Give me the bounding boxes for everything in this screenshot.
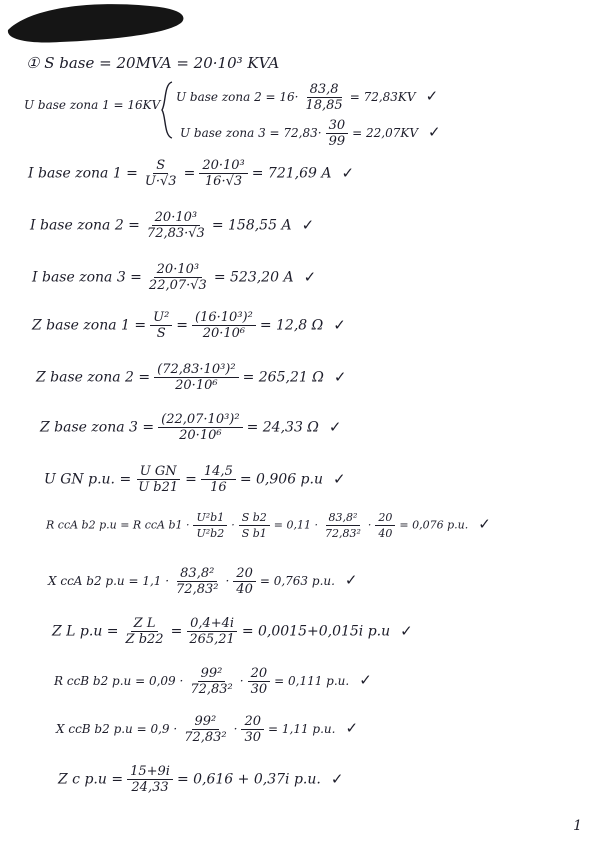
- i1-fraction: [142, 158, 180, 189]
- rcca-result: = 0,076 p.u.: [399, 518, 469, 532]
- rcca-v-num: 83,8²: [326, 510, 361, 526]
- zc-den: 24,33: [131, 780, 169, 795]
- check-mark: ✓: [345, 719, 359, 737]
- i2-num: 20·10³: [152, 210, 200, 226]
- xcca-fraction-2: [233, 566, 256, 597]
- i3-num: 20·10³: [154, 262, 202, 278]
- ugn-fraction: [135, 464, 181, 495]
- z1-fraction-2: [192, 310, 256, 341]
- zc-result: = 0,616 + 0,37i p.u.: [176, 771, 321, 788]
- i2-fraction: [144, 210, 208, 241]
- z3-den: 20·10⁶: [179, 428, 222, 443]
- z1-label: Z base zona 1 =: [32, 317, 147, 334]
- z1-num-2: (16·10³)²: [192, 310, 256, 326]
- check-mark: ✓: [333, 315, 346, 334]
- i1-num: S: [153, 158, 168, 174]
- check-mark: ✓: [303, 267, 317, 286]
- z1-num: U²: [150, 310, 172, 326]
- z2-num: (72,83·10³)²: [154, 362, 238, 378]
- ugn-den-2: 16: [210, 480, 227, 495]
- z3-num: (22,07·10³)²: [158, 412, 242, 428]
- zl-den-2: 265,21: [189, 632, 235, 647]
- check-mark: ✓: [301, 215, 315, 234]
- rccb-den: 72,83²: [190, 682, 233, 697]
- z2-fraction: [154, 362, 238, 393]
- ugn-result: = 0,906 p.u: [239, 471, 323, 488]
- i2-label: I base zona 2 =: [30, 217, 140, 234]
- z3-fraction: [158, 412, 242, 443]
- check-mark: ✓: [341, 163, 355, 182]
- line-u-base-2: [176, 82, 438, 113]
- rcca-u-num: U²b1: [193, 510, 227, 526]
- i1-result: = 721,69 A: [251, 165, 332, 182]
- rccb-num: 99²: [198, 666, 226, 682]
- i2-result: = 158,55 A: [211, 217, 292, 234]
- ugn-num-2: 14,5: [201, 464, 236, 480]
- rcca-s-den: S b1: [241, 527, 267, 540]
- xcca-label: X ccA b2 p.u = 1,1 ·: [48, 574, 170, 588]
- xccb-num-2: 20: [241, 714, 264, 730]
- xccb-label: X ccB b2 p.u = 0,9 ·: [56, 722, 178, 736]
- xcca-fraction: [173, 566, 221, 597]
- line-z-base-3: [40, 412, 342, 443]
- u2-den: 18,85: [305, 98, 343, 113]
- line-i-base-1: I base zona 1 = $\frac{S}{U\cdot√3}$ = $\frac{\text{20·10³}}{16\cdot√3}$ = 721,69 A ✓: [28, 158, 355, 189]
- rccb-fraction-2: [248, 666, 271, 697]
- i3-result: = 523,20 A: [213, 269, 294, 286]
- zl-num-2: 0,4+4i: [187, 616, 237, 632]
- ugn-fraction-2: [201, 464, 236, 495]
- i1-fraction-2: [199, 158, 247, 189]
- zl-result: = 0,0015+0,015i p.u: [241, 623, 391, 640]
- xccb-result: = 1,11 p.u.: [268, 722, 336, 736]
- line-z-base-1: Z base zona 1 = $\frac{\text{U²}}{S}$ = $\frac{\text{(16·10³)²}}{\text{20·10⁶}}$ = 12,8 Ω ✓: [32, 310, 346, 341]
- rccb-den-2: 30: [250, 682, 268, 697]
- xccb-den: 72,83²: [184, 730, 227, 745]
- rcca-p-num: 20: [375, 510, 395, 526]
- u2-label: U base zona 2 = 16·: [176, 90, 299, 104]
- ugn-num: U GN: [137, 464, 180, 480]
- z2-result: = 265,21 Ω: [242, 369, 324, 386]
- xccb-fraction-2: [241, 714, 264, 745]
- i1-den-2: 16·√3: [204, 174, 243, 189]
- ugn-den: U b21: [138, 480, 179, 495]
- i3-fraction: [146, 262, 210, 293]
- rcca-fraction-v: [322, 510, 364, 541]
- rcca-mid: = 0,11 ·: [273, 518, 318, 532]
- rccb-label: R ccB b2 p.u = 0,09 ·: [54, 674, 184, 688]
- xcca-num: 83,8²: [177, 566, 217, 582]
- rcca-v-den: 72,83²: [325, 527, 361, 540]
- zl-fraction: [123, 616, 167, 647]
- line-rccb: R ccB b2 p.u = 0,09 · $\frac{\text{99²}}{\text{72,83²}}$ · $\frac{20}{30}$ = 0,111 p.u. ✓: [54, 666, 372, 697]
- xccb-num: 99²: [192, 714, 220, 730]
- xcca-den-2: 40: [236, 582, 253, 597]
- zc-label: Z c p.u =: [58, 771, 124, 788]
- zl-label: Z L p.u =: [52, 623, 119, 640]
- rcca-s-num: S b2: [239, 510, 270, 526]
- zl-fraction-2: [186, 616, 238, 647]
- rcca-p-den: 40: [378, 527, 393, 540]
- xccb-den-2: 30: [244, 730, 261, 745]
- ugn-label: U GN p.u. =: [44, 471, 132, 488]
- check-mark: ✓: [332, 469, 346, 488]
- xcca-result: = 0,763 p.u.: [259, 574, 335, 588]
- line-z-base-2: [36, 362, 346, 393]
- z1-den: S: [156, 326, 166, 341]
- zl-den: Z b22: [125, 632, 164, 647]
- z3-label: Z base zona 3 =: [40, 419, 155, 436]
- u3-num: 30: [326, 118, 349, 134]
- i3-label: I base zona 3 =: [32, 269, 142, 286]
- i1-num-2: 20·10³: [199, 158, 247, 174]
- line-u-base-1: U base zona 1 = 16KV: [24, 98, 161, 112]
- rcca-fraction-s: [239, 510, 270, 541]
- xcca-num-2: 20: [233, 566, 256, 582]
- line-rcca: R ccA b2 p.u = R ccA b1 · $\frac{\text{U²b1}}{\text{U²b2}}$ · $\frac{\text{S b2}}{\text{S b1}}$ = 0,11 · $\frac{\text{83,8²}}{\text{72,83²}}$ · $\frac{20}{40}$ = 0,076 p.u. ✓: [46, 511, 491, 540]
- z3-result: = 24,33 Ω: [246, 419, 319, 436]
- check-mark: ✓: [344, 571, 358, 589]
- z1-fraction: [150, 310, 172, 341]
- xccb-fraction: [181, 714, 229, 745]
- line-ugn: U GN p.u. = $\frac{\text{U GN}}{\text{U b21}}$ = $\frac{14,5}{16}$ = 0,906 p.u ✓: [44, 464, 346, 495]
- line-zl: Z L p.u = $\frac{\text{Z L}}{\text{Z b22}}$ = $\frac{0,4+4i}{265,21}$ = 0,0015+0,015i p.u ✓: [52, 616, 413, 647]
- z2-label: Z base zona 2 =: [36, 369, 151, 386]
- check-mark: ✓: [330, 769, 344, 788]
- zc-fraction: [127, 764, 173, 795]
- page-number: 1: [573, 818, 582, 834]
- check-mark: ✓: [328, 417, 342, 436]
- rccb-fraction: [187, 666, 235, 697]
- u3-den: 99: [328, 134, 346, 149]
- line-zc: [58, 764, 343, 795]
- rccb-result: = 0,111 p.u.: [274, 674, 350, 688]
- z1-result: = 12,8 Ω: [259, 317, 324, 334]
- line-i-base-2: [30, 210, 314, 241]
- line-xcca: X ccA b2 p.u = 1,1 · $\frac{\text{83,8²}}{\text{72,83²}}$ · $\frac{20}{40}$ = 0,763 p.u. ✓: [48, 566, 358, 597]
- z1-den-2: 20·10⁶: [202, 326, 246, 341]
- u2-result: = 72,83KV: [349, 90, 416, 104]
- u3-result: = 22,07KV: [352, 126, 418, 140]
- u2-num: 83,8: [307, 82, 342, 98]
- rcca-fraction-p: [375, 510, 395, 541]
- line-s-base: ① S base = 20MVA = 20·10³ KVA: [26, 54, 280, 72]
- u3-label: U base zona 3 = 72,83·: [180, 126, 322, 140]
- check-mark: ✓: [427, 123, 441, 141]
- line-u-base-3: [180, 118, 441, 149]
- rcca-label: R ccA b2 p.u = R ccA b1 ·: [46, 518, 190, 532]
- xcca-den: 72,83²: [176, 582, 219, 597]
- check-mark: ✓: [478, 514, 491, 533]
- u3-fraction: [326, 118, 349, 149]
- rcca-fraction-u: [193, 510, 227, 541]
- check-mark: ✓: [359, 671, 372, 689]
- i3-den: 22,07·√3: [148, 278, 207, 293]
- rcca-u-den: U²b2: [196, 527, 225, 540]
- line-xccb: X ccB b2 p.u = 0,9 · $\frac{\text{99²}}{\text{72,83²}}$ · $\frac{20}{30}$ = 1,11 p.u. ✓: [56, 714, 359, 745]
- redacted-smudge: [0, 0, 190, 44]
- i1-den: U·√3: [144, 174, 177, 189]
- i1-label: I base zona 1 =: [28, 165, 138, 182]
- brace-mark: [160, 80, 174, 140]
- zc-num: 15+9i: [127, 764, 173, 780]
- check-mark: ✓: [400, 621, 413, 640]
- rccb-num-2: 20: [248, 666, 271, 682]
- zl-num: Z L: [131, 616, 159, 632]
- z2-den: 20·10⁶: [175, 378, 218, 393]
- check-mark: ✓: [333, 367, 347, 386]
- line-i-base-3: [32, 262, 316, 293]
- check-mark: ✓: [425, 87, 439, 105]
- u2-fraction: [302, 82, 345, 113]
- i2-den: 72,83·√3: [146, 226, 205, 241]
